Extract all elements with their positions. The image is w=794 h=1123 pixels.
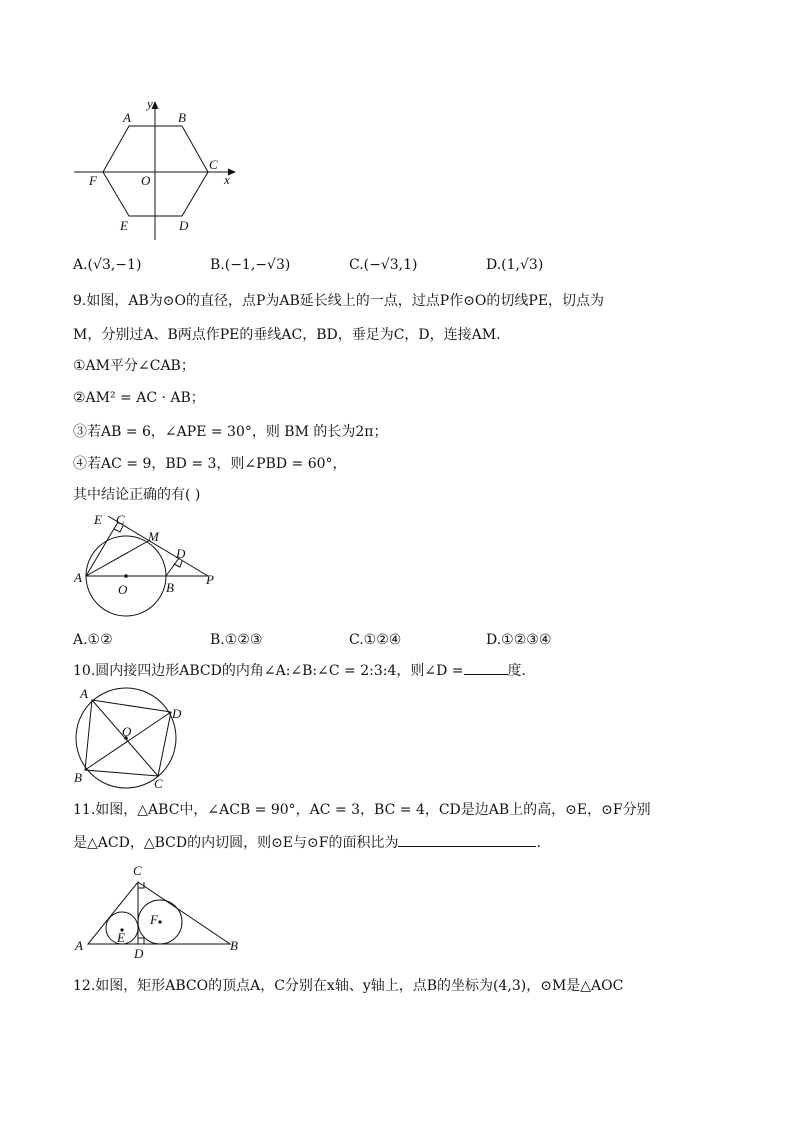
q11-point-b-label: B [230, 938, 238, 953]
y-axis-label: y [147, 96, 153, 111]
point-b-label: B [166, 580, 174, 595]
option-d: D.(1,√3) [486, 257, 544, 273]
point-p-label: P [206, 572, 214, 587]
q10-point-d-label: D [172, 706, 182, 721]
q9-statement-4: ④若AC = 9，BD = 3，则∠PBD = 60°， [73, 456, 347, 472]
vertex-b-label: B [178, 110, 186, 125]
q10-answer-blank[interactable] [464, 674, 508, 675]
point-e-label: E [94, 512, 102, 527]
origin-label: O [141, 173, 151, 188]
q9-statement-2: ②AM² = AC · AB； [73, 390, 205, 406]
vertex-a-label: A [123, 110, 131, 125]
option-a: A.(√3,−1) [73, 257, 142, 273]
point-c-label: C [116, 512, 125, 527]
option-b: B.(−1,−√3) [210, 257, 291, 273]
q10-point-a-label: A [80, 686, 88, 701]
vertex-c-label: C [209, 157, 218, 172]
q11-point-c-label: C [133, 863, 142, 878]
vertex-d-label: D [179, 218, 189, 233]
hexagon-figure [68, 92, 248, 248]
cyclic-quadrilateral-figure [68, 686, 192, 794]
q9-option-d: D.①②③④ [486, 632, 552, 648]
q9-statement-3: ③若AB = 6，∠APE = 30°，则 BM 的长为2π； [73, 424, 388, 440]
q12-line1: 12.如图，矩形ABCO的顶点A，C分别在x轴、y轴上，点B的坐标为(4,3)，⊙M是△AOC [73, 978, 624, 994]
q9-option-b: B.①②③ [210, 632, 263, 648]
point-a-label: A [74, 570, 82, 585]
vertex-f-label: F [89, 173, 97, 188]
option-c: C.(−√3,1) [349, 257, 418, 273]
q11-question: 是△ACD，△BCD的内切圆，则⊙E与⊙F的面积比为 [73, 835, 399, 851]
q11-center-e-label: E [117, 930, 125, 945]
q11-answer-blank[interactable] [398, 846, 536, 847]
point-o-label: O [118, 582, 128, 597]
q10-point-b-label: B [74, 770, 82, 785]
point-d-label: D [176, 546, 186, 561]
q9-line1: 9.如图，AB为⊙O的直径，点P为AB延长线上的一点，过点P作⊙O的切线PE，切点为 [73, 293, 605, 309]
q11-point-d-label: D [134, 946, 144, 960]
q11-suffix: . [536, 835, 541, 851]
x-axis-label: x [224, 172, 230, 187]
q10-text [73, 662, 526, 680]
q11-line1: 11.如图，△ABC中，∠ACB = 90°，AC = 3，BC = 4，CD是边AB上的高，⊙E，⊙F分别 [73, 802, 651, 818]
q10-center-o-label: O [122, 724, 132, 739]
tangent-circle-figure [70, 510, 230, 622]
q9-option-c: C.①②④ [349, 632, 402, 648]
q11-line2 [73, 834, 541, 852]
q10-question: 10.圆内接四边形ABCD的内角∠A:∠B:∠C = 2:3:4，则∠D = [73, 663, 464, 679]
q9-line2: M，分别过A、B两点作PE的垂线AC，BD，垂足为C，D，连接AM. [73, 327, 501, 343]
q9-question: 其中结论正确的有( ) [73, 487, 201, 503]
q10-point-c-label: C [154, 776, 163, 791]
vertex-e-label: E [120, 218, 128, 233]
q11-point-a-label: A [75, 938, 83, 953]
q9-statement-1: ①AM平分∠CAB； [73, 358, 195, 374]
q11-center-f-label: F [150, 912, 158, 927]
q9-option-a: A.①② [73, 632, 113, 648]
incircles-triangle-figure [72, 862, 248, 960]
point-m-label: M [148, 529, 159, 544]
q10-suffix: 度. [507, 663, 526, 679]
